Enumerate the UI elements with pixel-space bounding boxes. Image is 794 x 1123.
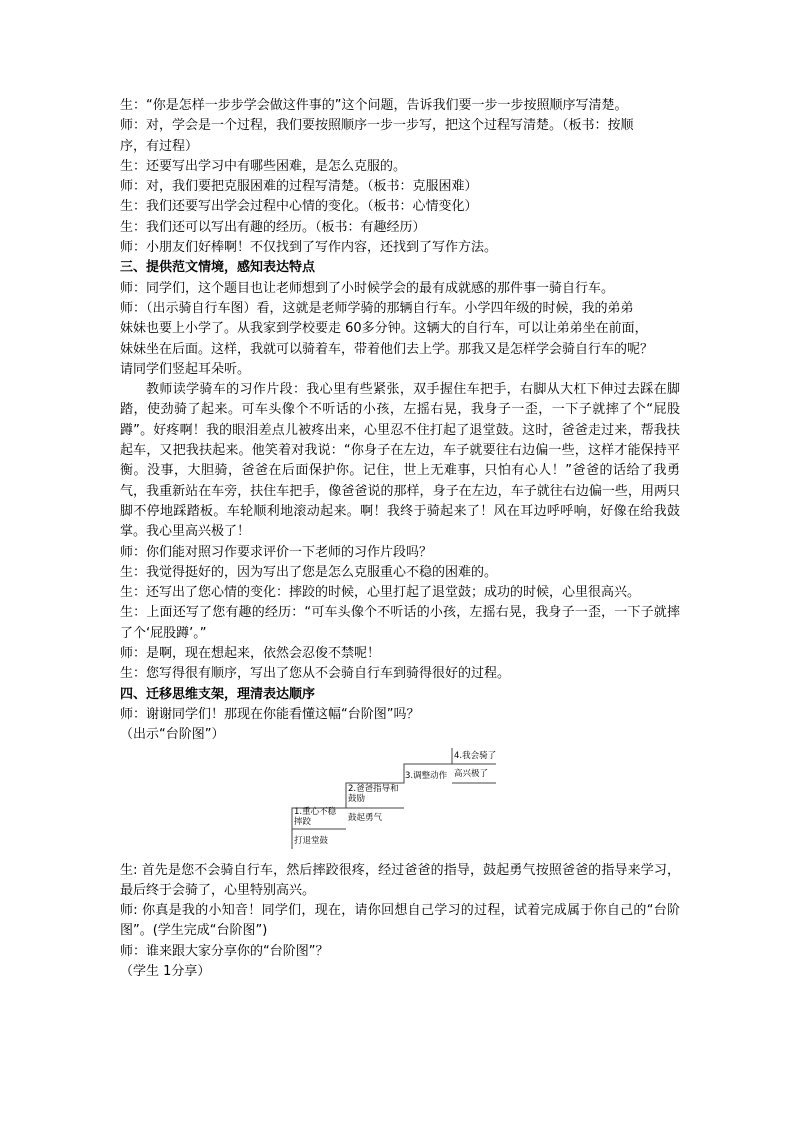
dialogue-line: 生：您写得很有顺序，写出了您从不会骑自行车到骑得很好的过程。 <box>120 666 511 682</box>
dialogue-line: 生：我们还要写出学会过程中心情的变化。（板书：心情变化） <box>120 199 478 215</box>
step-1-line1: 1.重心不稳 <box>294 806 337 817</box>
stair-diagram-lines <box>120 748 680 858</box>
dialogue-line: 师：同学们，这个题目也让老师想到了小时候学会的最有成就感的那件事一骑自行车。 <box>120 280 615 296</box>
dialogue-line: 生：我们还可以写出有趣的经历。（板书：有趣经历） <box>120 219 426 235</box>
step-1-label <box>294 807 336 827</box>
dialogue-line: （出示“台阶图”） <box>120 727 225 743</box>
dialogue-line: 师：谢谢同学们！那现在你能看懂这幅“台阶图”吗？ <box>120 706 420 722</box>
dialogue-line: 师：小朋友们好棒啊！不仅找到了写作内容，还找到了写作方法。 <box>120 240 498 256</box>
dialogue-line: 师：你们能对照习作要求评价一下老师的习作片段吗？ <box>120 544 433 560</box>
sample-essay-paragraph: 教师读学骑车的习作片段：我心里有些紧张，双手握住车把手，右脚从大杠下伸过去踩在脚踏，使劲骑了起来。可车头像个不听话的小孩，左摇右晃，我身子一歪，一下子就摔了个“屁股蹲”。好疼啊！我的眼泪差点儿被疼出来，心里忍不住打起了退堂鼓。这时，爸爸走过来，帮我扶起车，又把我扶起来。他笑着对我说：“你身子在左边，车子就要往右边偏一些，这样才能保持平衡。没事，大胆骑，爸爸在后面保护你。记住，世上无难事，只怕有心人！”爸爸的话给了我勇气，我重新站在车旁，扶住车把手，像爸爸说的那样，身子在左边，车子就往右边偏一些，用两只脚不停地踩踏板。车轮顺利地滚动起来。啊！我终于骑起来了！风在耳边呼呼响，好像在给我鼓掌。我心里高兴极了！ <box>120 382 680 540</box>
step-2-line1: 2.爸爸指导和 <box>348 783 399 794</box>
step-2-label <box>348 784 399 804</box>
step-2-below: 鼓起勇气 <box>348 812 383 823</box>
dialogue-line: 师: 你真是我的小知音！同学们，现在，请你回想自己学习的过程，试着完成属于你自己的“台阶图”。(学生完成“台阶图”) <box>120 903 680 939</box>
dialogue-line: 妹妹坐在后面。这样，我就可以骑着车，带着他们去上学。那我又是怎样学会骑自行车的呢？ <box>120 341 654 357</box>
step-1-line2: 摔跤 <box>294 816 312 827</box>
dialogue-line: 妹妹也要上小学了。从我家到学校要走 60多分钟。这辆大的自行车，可以让弟弟坐在前面， <box>120 321 648 337</box>
dialogue-line: 生: 首先是您不会骑自行车，然后摔跤很疼，经过爸爸的指导，鼓起勇气按照爸爸的指导来学习，最后终于会骑了，心里特别高兴。 <box>120 862 680 898</box>
section-heading: 四、迁移思维支架，理清表达顺序 <box>120 686 316 702</box>
step-2-line2: 鼓励 <box>348 793 366 804</box>
dialogue-line: （学生 1分享） <box>120 963 211 979</box>
step-3-label: 3.调整动作 <box>405 770 448 781</box>
dialogue-line: 师：是啊，现在想起来，依然会忍俊不禁呢！ <box>120 646 381 662</box>
dialogue-line: 生：还写出了您心情的变化：摔跤的时候，心里打起了退堂鼓；成功的时候，心里很高兴。 <box>120 585 641 601</box>
dialogue-line: 序，有过程） <box>120 138 199 154</box>
dialogue-line: 生：“你是怎样一步步学会做这件事的”这个问题，告诉我们要一步一步按照顺序写清楚。 <box>120 98 628 113</box>
step-4-label: 4.我会骑了 <box>454 750 497 761</box>
dialogue-line: 师：（出示骑自行车图）看，这就是老师学骑的那辆自行车。小学四年级的时候，我的弟弟 <box>120 300 634 316</box>
dialogue-line: 生：我觉得挺好的，因为写出了您是怎么克服重心不稳的困难的。 <box>120 564 498 580</box>
dialogue-line: 生：还要写出学习中有哪些困难，是怎么克服的。 <box>120 158 407 174</box>
step-1-below: 打退堂鼓 <box>294 835 329 846</box>
dialogue-line: 师：对，我们要把克服困难的过程写清楚。（板书：克服困难） <box>120 179 478 195</box>
document-page <box>120 96 680 982</box>
dialogue-line: 师：对，学会是一个过程，我们要按照顺序一步一步写，把这个过程写清楚。（板书：按顺 <box>120 118 634 134</box>
dialogue-line: 请同学们竖起耳朵听。 <box>120 361 251 377</box>
dialogue-line: 生：上面还写了您有趣的经历：“可车头像个不听话的小孩，左摇右晃，我身子一歪，一下子就摔了个‘屁股蹲’。” <box>120 605 680 641</box>
section-heading: 三、提供范文情境，感知表达特点 <box>120 260 316 276</box>
dialogue-line: 师：谁来跟大家分享你的“台阶图”？ <box>120 943 329 959</box>
step-4-below: 高兴极了 <box>454 768 489 779</box>
stair-diagram <box>120 748 680 858</box>
